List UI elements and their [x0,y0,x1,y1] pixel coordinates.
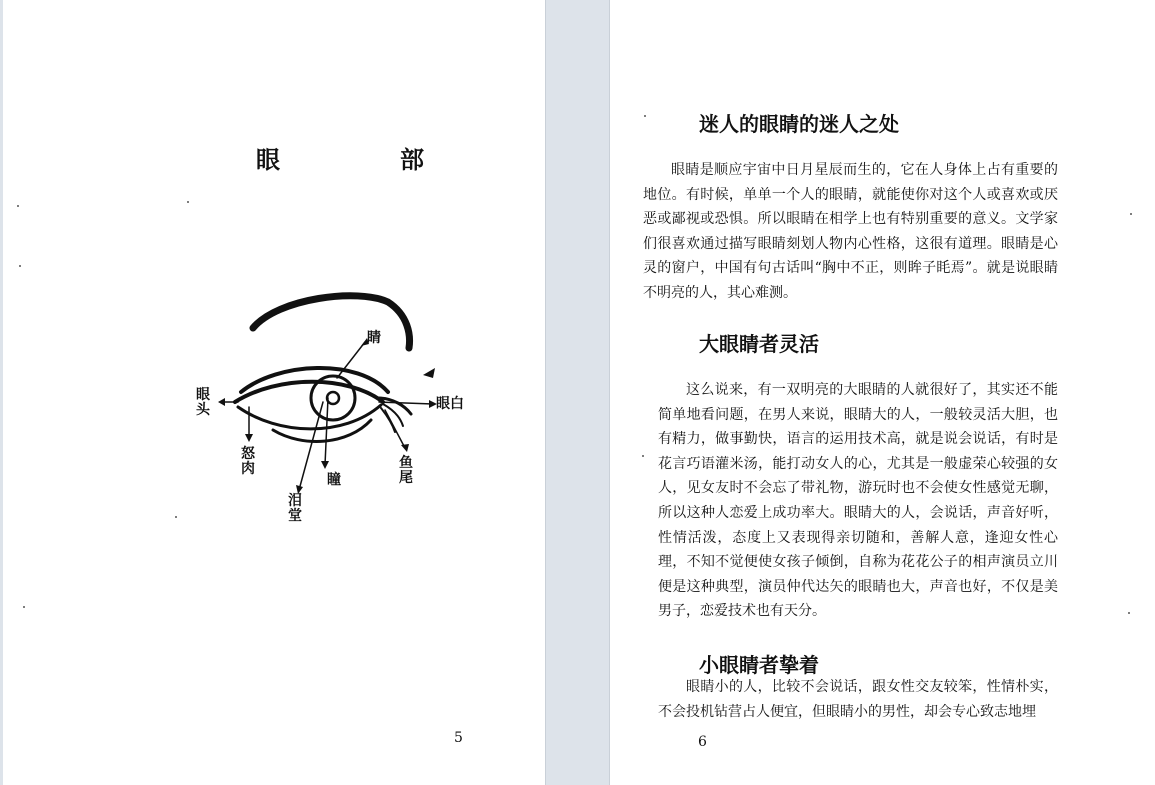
leader-line-yanbai [379,402,433,404]
label-jing: 睛 [367,330,381,346]
gutter-edge [545,0,546,785]
scan-speck [1130,213,1132,215]
label-nurou: 怒肉 [241,446,255,477]
ink-blot [423,368,435,378]
leader-line-tong [325,398,328,465]
scan-speck [17,205,19,207]
scan-speck [23,606,25,608]
page-title: 眼 部 [256,145,472,174]
section-heading: 小眼睛者挚着 [699,653,819,677]
eyebrow-stroke [253,296,410,348]
label-yanbai: 眼白 [436,396,464,412]
section-paragraph: 这么说来，有一双明亮的大眼睛的人就很好了，其实还不能简单地看问题，在男人来说，眼睛大的人，一般较灵活大胆，也有精力，做事勤快，语言的运用技术高，就是说会说话，有时是花言巧语灌米汤，能打动女人的心，尤其是一般虚荣心较强的女人，见女友时不会忘了带礼物，游玩时也不会使女性感觉无聊，所以这种人恋爱上成功率大。眼睛大的人，会说话，声音好听，性情活泼，态度上又表现得亲切随和，善解人意，逢迎女性心理，不知不觉便使女孩子倾倒，自称为花花公子的相声演员立川便是这种典型，演员仲代达矢的眼睛也大，声音也好，不仅是美男子，恋爱技术也有天分。 [658,382,1058,620]
arrowhead [321,461,329,469]
scan-speck [175,516,177,518]
document-page-right [610,0,1155,785]
label-tong: 瞳 [327,472,341,488]
label-yuwei: 鱼尾 [399,455,413,486]
section-paragraph: 眼睛是顺应宇宙中日月星辰而生的，它在人身体上占有重要的地位。有时候，单单一个人的眼睛，就能使你对这个人或喜欢或厌恶或鄙视或恐惧。所以眼睛在相学上也有特别重要的意义。文学家们很喜欢通过描写眼睛刻划人物内心性格，这很有道理。眼睛是心灵的窗户，中国有句古话叫“胸中不正，则眸子眊焉”。就是说眼睛不明亮的人，其心难测。 [643,162,1058,301]
section-heading: 迷人的眼睛的迷人之处 [699,112,899,136]
tear-hall-line [273,420,371,441]
scan-speck [1128,612,1130,614]
label-leitang: 泪堂 [288,493,302,524]
upper-lid [235,382,383,402]
section-heading: 大眼睛者灵活 [699,332,819,356]
document-page-left [3,0,545,785]
page-number: 5 [454,730,463,746]
scan-speck [19,265,21,267]
leader-line-leitang [299,402,323,490]
leader-line-yuwei [385,410,405,448]
arrowhead [401,444,409,452]
arrowhead [218,398,225,406]
scan-speck [642,455,644,457]
scan-speck [644,115,646,117]
page-number: 6 [698,734,707,750]
lower-lid [238,405,381,429]
viewer-gutter [545,0,610,785]
label-yantou: 眼头 [196,387,210,418]
pupil [327,392,339,404]
scan-speck [187,201,189,203]
section-paragraph: 眼睛小的人，比较不会说话，跟女性交友较笨，性情朴实，不会投机钻营占人便宜，但眼睛小的男性，却会专心致志地埋 [658,679,1058,720]
arrowhead [245,434,253,442]
